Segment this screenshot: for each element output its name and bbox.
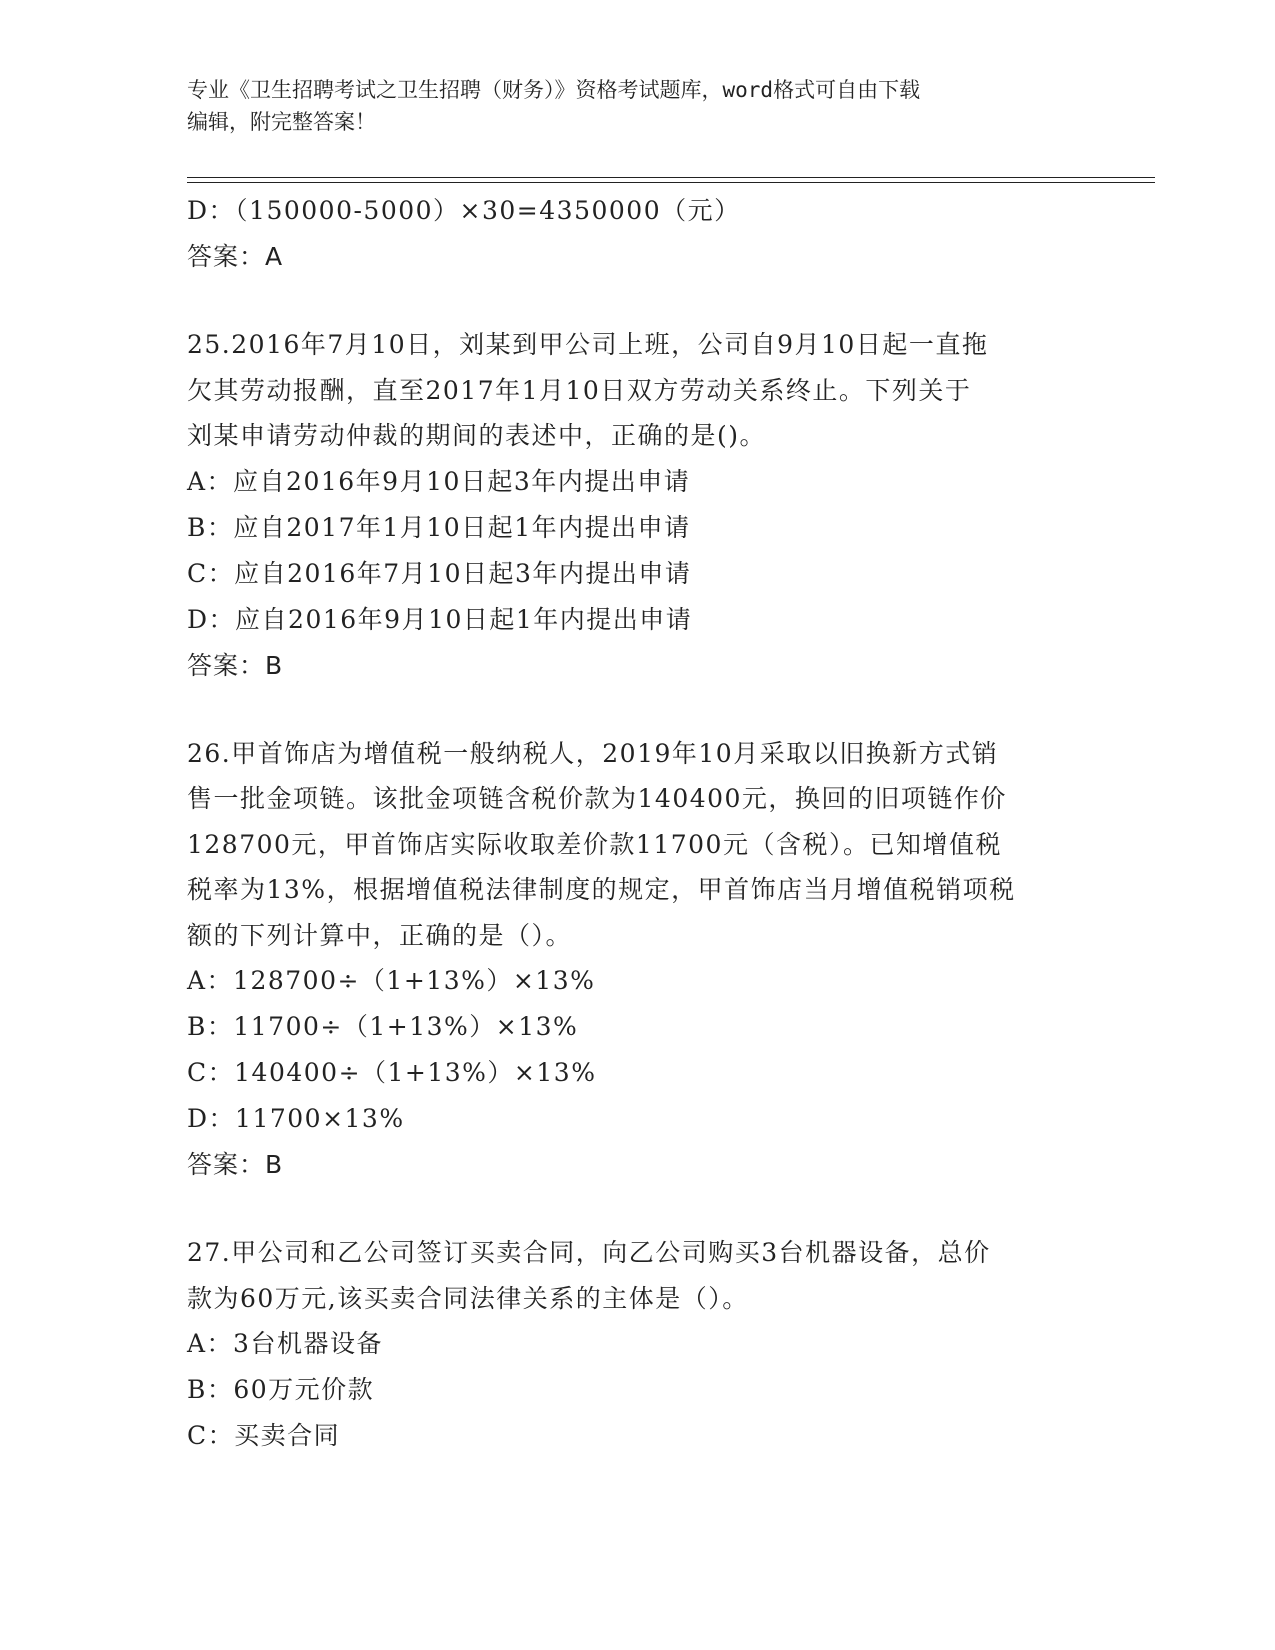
question-25 <box>187 322 1087 689</box>
question-26 <box>187 731 1087 1189</box>
stem-line: 款为60万元,该买卖合同法律关系的主体是（）。 <box>187 1283 749 1313</box>
answer-line: 答案：B <box>187 650 284 680</box>
spacer <box>187 1188 1087 1230</box>
stem-line: 26.甲首饰店为增值税一般纳税人，2019年10月采取以旧换新方式销 <box>187 738 999 768</box>
document-header <box>187 74 1087 138</box>
answer-line: 答案：B <box>187 1150 284 1179</box>
stem-line: 欠其劳动报酬，直至2017年1月10日双方劳动关系终止。下列关于 <box>187 375 972 405</box>
option-a: A：128700÷（1+13%）×13% <box>187 966 596 995</box>
answer-line: 答案：A <box>187 242 284 271</box>
question-stem <box>187 731 1087 959</box>
header-divider-top <box>187 177 1155 178</box>
question-27 <box>187 1230 1087 1459</box>
option-a: A：应自2016年9月10日起3年内提出申请 <box>187 466 691 496</box>
header-line-2: 编辑，附完整答案！ <box>187 110 376 134</box>
question-content <box>187 188 1087 1459</box>
option-b: B：应自2017年1月10日起1年内提出申请 <box>187 512 691 542</box>
stem-line: 税率为13%，根据增值税法律制度的规定，甲首饰店当月增值税销项税 <box>187 875 1016 904</box>
question-stem <box>187 322 1087 459</box>
option-d: D：应自2016年9月10日起1年内提出申请 <box>187 604 693 634</box>
stem-line: 额的下列计算中，正确的是（）。 <box>187 920 573 950</box>
question-24-tail <box>187 188 1087 280</box>
header-divider-bottom <box>187 182 1155 183</box>
option-b: B：11700÷（1+13%）×13% <box>187 1012 579 1041</box>
stem-line: 27.甲公司和乙公司签订买卖合同，向乙公司购买3台机器设备，总价 <box>187 1238 991 1267</box>
stem-line: 25.2016年7月10日，刘某到甲公司上班，公司自9月10日起一直拖 <box>187 330 989 359</box>
option-a: A：3台机器设备 <box>187 1329 383 1358</box>
stem-line: 刘某申请劳动仲裁的期间的表述中，正确的是()。 <box>187 421 767 450</box>
stem-line: 128700元，甲首饰店实际收取差价款11700元（含税）。已知增值税 <box>187 829 1002 859</box>
option-d: D：（150000-5000）×30=4350000（元） <box>187 196 741 225</box>
spacer <box>187 280 1087 322</box>
stem-line: 售一批金项链。该批金项链含税价款为140400元，换回的旧项链作价 <box>187 784 1007 813</box>
question-stem <box>187 1230 1087 1321</box>
option-c: C：应自2016年7月10日起3年内提出申请 <box>187 558 692 588</box>
option-c: C：140400÷（1+13%）×13% <box>187 1058 597 1087</box>
option-c: C：买卖合同 <box>187 1421 341 1450</box>
option-d: D：11700×13% <box>187 1104 405 1133</box>
spacer <box>187 689 1087 731</box>
option-b: B：60万元价款 <box>187 1375 375 1404</box>
header-line-1: 专业《卫生招聘考试之卫生招聘（财务）》资格考试题库，word格式可自由下载 <box>187 78 921 102</box>
